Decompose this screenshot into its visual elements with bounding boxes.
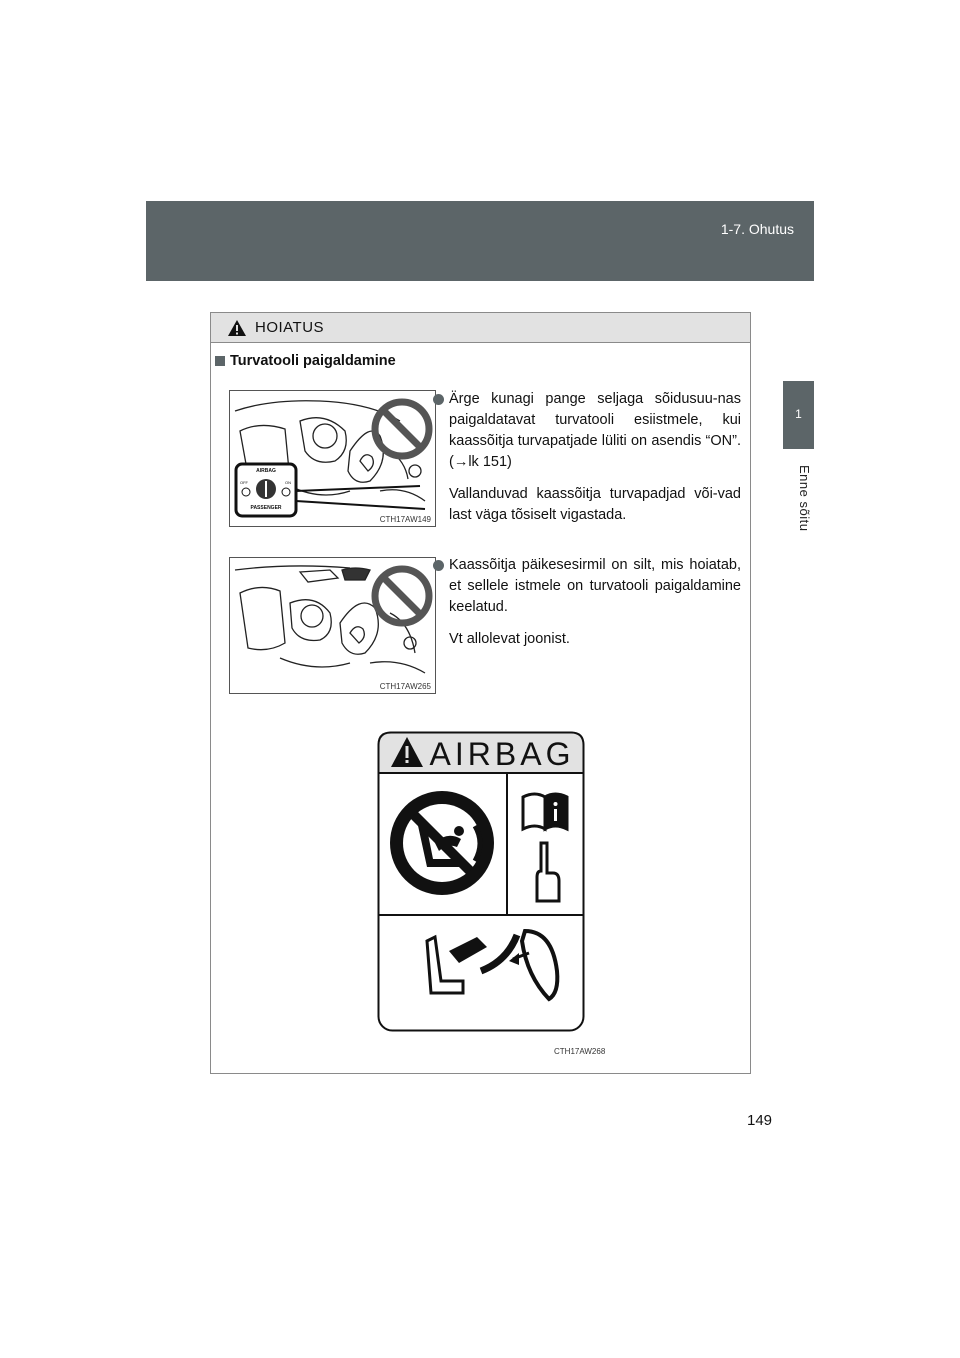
figure-code: CTH17AW149 (379, 515, 431, 524)
warning-box (210, 312, 751, 1074)
no-child-seat-icon (390, 791, 494, 895)
switch-label-on: ON (285, 480, 291, 485)
switch-label-bottom: PASSENGER (250, 505, 282, 511)
round-bullet-icon (433, 560, 444, 571)
figure-code: CTH17AW265 (379, 682, 431, 691)
figure-child-seat-airbag-switch (229, 390, 436, 527)
label-figure-code: CTH17AW268 (554, 1047, 606, 1056)
paragraph: Vt allolevat joonist. (449, 631, 570, 647)
label-title: AIRBAG (429, 736, 575, 772)
warning-header (211, 313, 750, 343)
section-label: 1-7. Ohutus (720, 221, 794, 237)
sub-heading-text: Turvatooli paigaldamine (230, 353, 396, 369)
switch-label-off: OFF (240, 480, 248, 485)
paragraph: Ärge kunagi pange seljaga sõidusuu-nas paigaldatavat turvatooli esiistmele, kui kaassõitja turvapatjade lüliti on asendis “ON”. (→lk 151) (449, 391, 741, 470)
bullet-item-2 (449, 555, 741, 661)
car-interior-illustration-2 (230, 558, 435, 693)
airbag-warning-label (377, 731, 585, 1033)
paragraph: Kaassõitja päikesesirmil on silt, mis hoiatab, et sellele istmele on turvatooli paigaldamine keelatud. (449, 557, 741, 615)
square-bullet-icon (215, 356, 225, 366)
sub-heading (215, 353, 396, 369)
page-number: 149 (747, 1112, 773, 1129)
header-band (146, 201, 814, 281)
switch-label-top: AIRBAG (256, 468, 276, 474)
chapter-number: 1 (795, 407, 802, 421)
round-bullet-icon (433, 394, 444, 405)
warning-triangle-icon (227, 319, 247, 337)
warning-title: HOIATUS (255, 319, 325, 336)
figure-sun-visor-label (229, 557, 436, 694)
car-interior-illustration-1 (230, 391, 435, 526)
bullet-item-1 (449, 389, 741, 537)
airbag-label-illustration (377, 731, 585, 1038)
paragraph: Vallanduvad kaassõitja turvapadjad või-vad last väga tõsiselt vigastada. (449, 486, 741, 523)
chapter-tab (783, 381, 814, 449)
chapter-title: Enne sõitu (797, 465, 812, 532)
